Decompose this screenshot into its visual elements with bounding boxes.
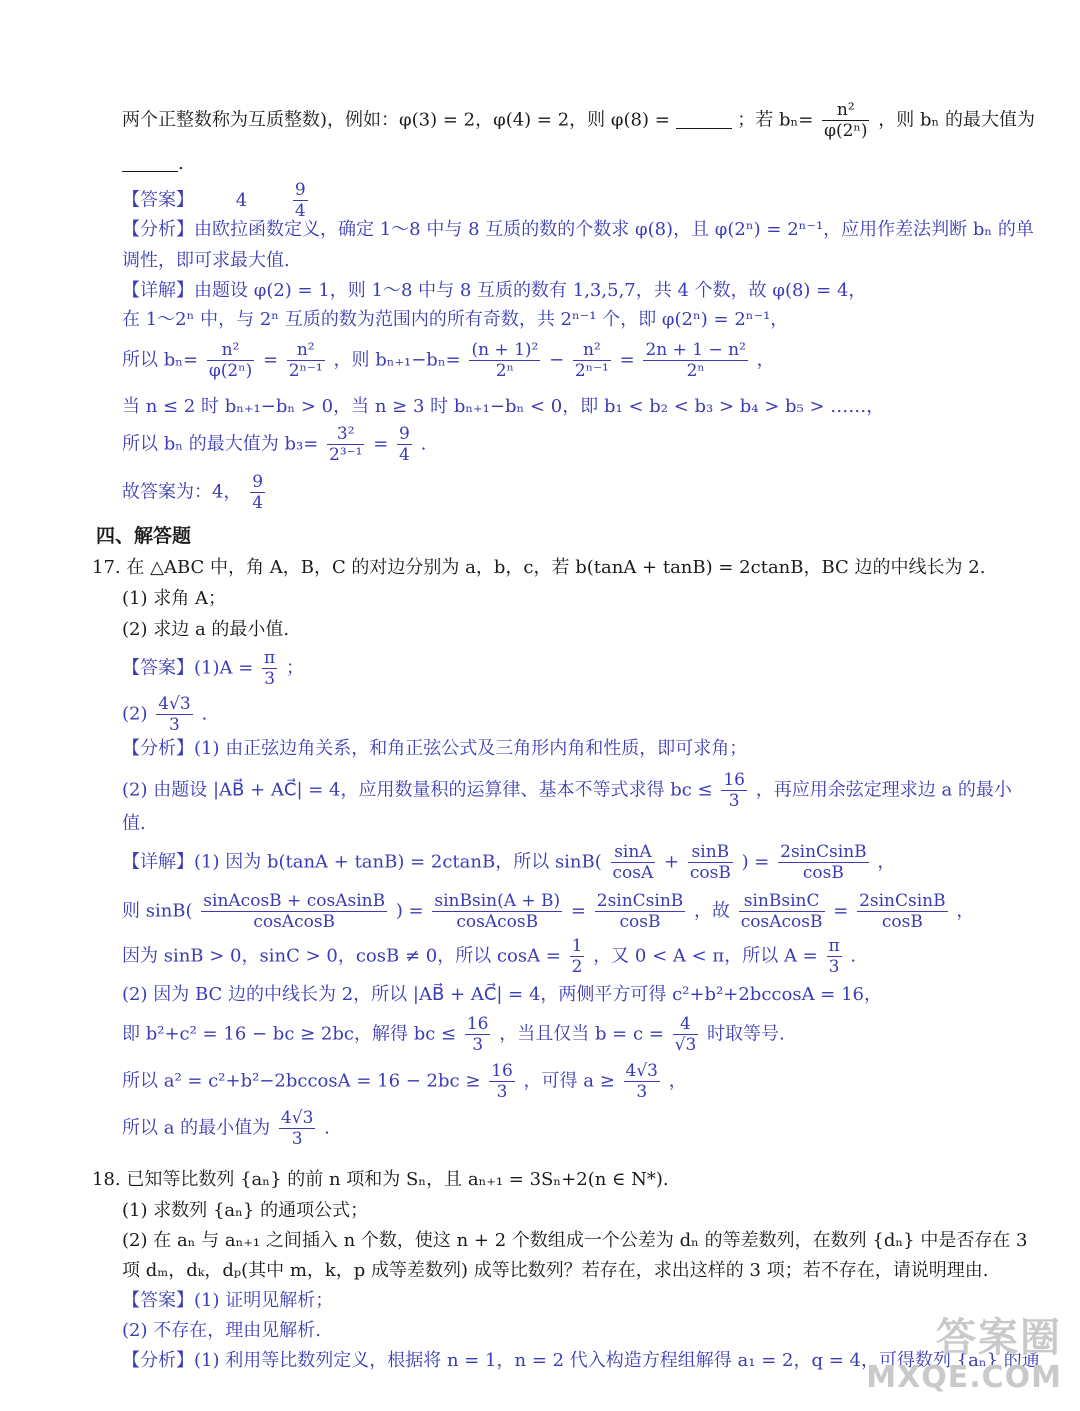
answer-blank-1 bbox=[676, 110, 732, 129]
q18-part-2a: (2) 在 aₙ 与 aₙ₊₁ 之间插入 n 个数，使这 n + 2 个数组成一个公差为 dₙ 的等差数列，在数列 {dₙ} 中是否存在 3 bbox=[122, 1230, 1028, 1251]
q18-part-2b: 项 dₘ，dₖ，dₚ(其中 m，k，p 成等差数列) 成等比数列？若存在，求出这样的 3 项；若不存在，请说明理由. bbox=[122, 1260, 989, 1281]
q17-analysis-2: (2) 由题设 |AB⃗ + AC⃗| = 4，应用数量积的运算律、基本不等式求得 bc ≤ $\frac{16}{3}$ ，再应用余弦定理求边 a 的最小 bbox=[122, 770, 1012, 811]
q18-answer-2: (2) 不存在，理由见解析. bbox=[122, 1320, 321, 1341]
q17-part-2: (2) 求边 a 的最小值. bbox=[122, 619, 290, 640]
q17-detail-3: 因为 sinB > 0，sinC > 0，cosB ≠ 0，所以 cosA = $\frac{1}{2}$ ，又 0 < A < π，所以 A = $\frac{\pi}{3}$ . bbox=[122, 936, 857, 977]
detail-line-1: 【详解】由题设 φ(2) = 1，则 1～8 中与 8 互质的数有 1,3,5,7，共 4 个数，故 φ(8) = 4， bbox=[122, 280, 867, 301]
watermark-logo: 答案圈 MXQE.COM bbox=[866, 1315, 1062, 1395]
fraction-bn: $\frac{\text{n²}}{\text{φ(2ⁿ)}}$ bbox=[824, 100, 868, 141]
answer-line: 【答案】 4 $\frac{9}{4}$ bbox=[122, 180, 306, 221]
detail-line-4: 当 n ≤ 2 时 bₙ₊₁−bₙ > 0，当 n ≥ 3 时 bₙ₊₁−bₙ < 0，即 b₁ < b₂ < b₃ > b₄ > b₅ > ……， bbox=[122, 396, 885, 417]
q17-analysis-1: 【分析】(1) 由正弦边角关系，和角正弦公式及三角形内角和性质，即可求角； bbox=[122, 738, 748, 759]
analysis-line-1: 【分析】由欧拉函数定义，确定 1～8 中与 8 互质的数的个数求 φ(8)，且 φ(2ⁿ) = 2ⁿ⁻¹，应用作差法判断 bₙ 的单 bbox=[122, 219, 1034, 240]
q18-answer-1: 【答案】(1) 证明见解析； bbox=[122, 1290, 334, 1311]
q17-detail-6: 所以 a² = c²+b²−2bccosA = 16 − 2bc ≥ $\frac{16}{3}$ ，可得 a ≥ $\frac{4√3}{3}$ ， bbox=[122, 1061, 687, 1102]
detail-line-3: 所以 bₙ= $\frac{\text{n²}}{\text{φ(2ⁿ)}}$ = $\frac{\text{n²}}{\text{2ⁿ⁻¹}}$ ，则 bₙ₊₁−bₙ= $\frac{\text{(n + 1)²}}{\text{2ⁿ}}$ − $\frac{\text{n²}}{\text{2ⁿ⁻¹}}$ = $\frac{\text{2n + 1 − n²}}{\text{2ⁿ}}$ ， bbox=[122, 340, 775, 381]
question-17-stem: 17. 在 △ABC 中，角 A，B，C 的对边分别为 a，b，c，若 b(tanA + tanB) = 2ctanB，BC 边的中线长为 2. bbox=[92, 557, 986, 578]
q18-analysis-1: 【分析】(1) 利用等比数列定义，根据将 n = 1，n = 2 代入构造方程组解得 a₁ = 2，q = 4，可得数列 {aₙ} 的通 bbox=[122, 1350, 1040, 1371]
analysis-line-2: 调性，即可求最大值. bbox=[122, 250, 290, 271]
q17-detail-5: 即 b²+c² = 16 − bc ≥ 2bc，解得 bc ≤ $\frac{16}{3}$ ，当且仅当 b = c = $\frac{4}{√3}$ 时取等号. bbox=[122, 1014, 785, 1055]
line-1: 两个正整数称为互质整数)，例如：φ(3) = 2，φ(4) = 2，则 φ(8) = ；若 bₙ= $\frac{\text{n²}}{\text{φ(2ⁿ)}}$ ，则 bₙ 的最大值为 bbox=[122, 100, 1035, 141]
line-2: . bbox=[122, 152, 184, 176]
q17-analysis-3: 值. bbox=[122, 813, 146, 834]
q17-detail-7: 所以 a 的最小值为 $\frac{4√3}{3}$ . bbox=[122, 1108, 330, 1149]
q18-part-1: (1) 求数列 {aₙ} 的通项公式； bbox=[122, 1200, 369, 1221]
section-title: 四、解答题 bbox=[96, 525, 192, 547]
detail-line-2: 在 1～2ⁿ 中，与 2ⁿ 互质的数为范围内的所有奇数，共 2ⁿ⁻¹ 个，即 φ(2ⁿ) = 2ⁿ⁻¹， bbox=[122, 309, 789, 330]
answer-fraction: $\frac{9}{4}$ bbox=[294, 180, 306, 221]
answer-blank-2 bbox=[122, 153, 178, 172]
q17-detail-2: 则 sinB( $\frac{\text{sinAcosB + cosAsinB}}{\text{cosAcosB}}$ ) = $\frac{\text{sinBsin(A + B)}}{\text{cosAcosB}}$ = $\frac{\text{2sinCsinB}}{\cos B}$ ，故 $\frac{\text{sinBsinC}}{\text{cosAcosB}}$ = $\frac{\text{2sinCsinB}}{\cos B}$ ， bbox=[122, 891, 975, 932]
q17-answer-2: (2) $\frac{4√3}{3}$ . bbox=[122, 694, 208, 735]
detail-line-5: 所以 bₙ 的最大值为 b₃= $\frac{\text{3²}}{\text{2³⁻¹}}$ = $\frac{9}{4}$ . bbox=[122, 424, 427, 465]
q17-answer-1: 【答案】(1)A = $\frac{\pi}{3}$ ； bbox=[122, 648, 304, 689]
detail-line-6: 故答案为：4， $\frac{9}{4}$ bbox=[122, 472, 264, 513]
q17-part-1: (1) 求角 A； bbox=[122, 588, 226, 609]
question-18-stem: 18. 已知等比数列 {aₙ} 的前 n 项和为 Sₙ，且 aₙ₊₁ = 3Sₙ+2(n ∈ N*). bbox=[92, 1169, 669, 1190]
q17-detail-1: 【详解】(1) 因为 b(tanA + tanB) = 2ctanB，所以 sinB( $\frac{\sin A}{\cos A}$ + $\frac{\sin B}{\cos B}$ ) = $\frac{\text{2sinCsinB}}{\cos B}$ ， bbox=[122, 842, 896, 883]
q17-detail-4: (2) 因为 BC 边的中线长为 2，所以 |AB⃗ + AC⃗| = 4，两侧平方可得 c²+b²+2bccosA = 16， bbox=[122, 984, 882, 1005]
